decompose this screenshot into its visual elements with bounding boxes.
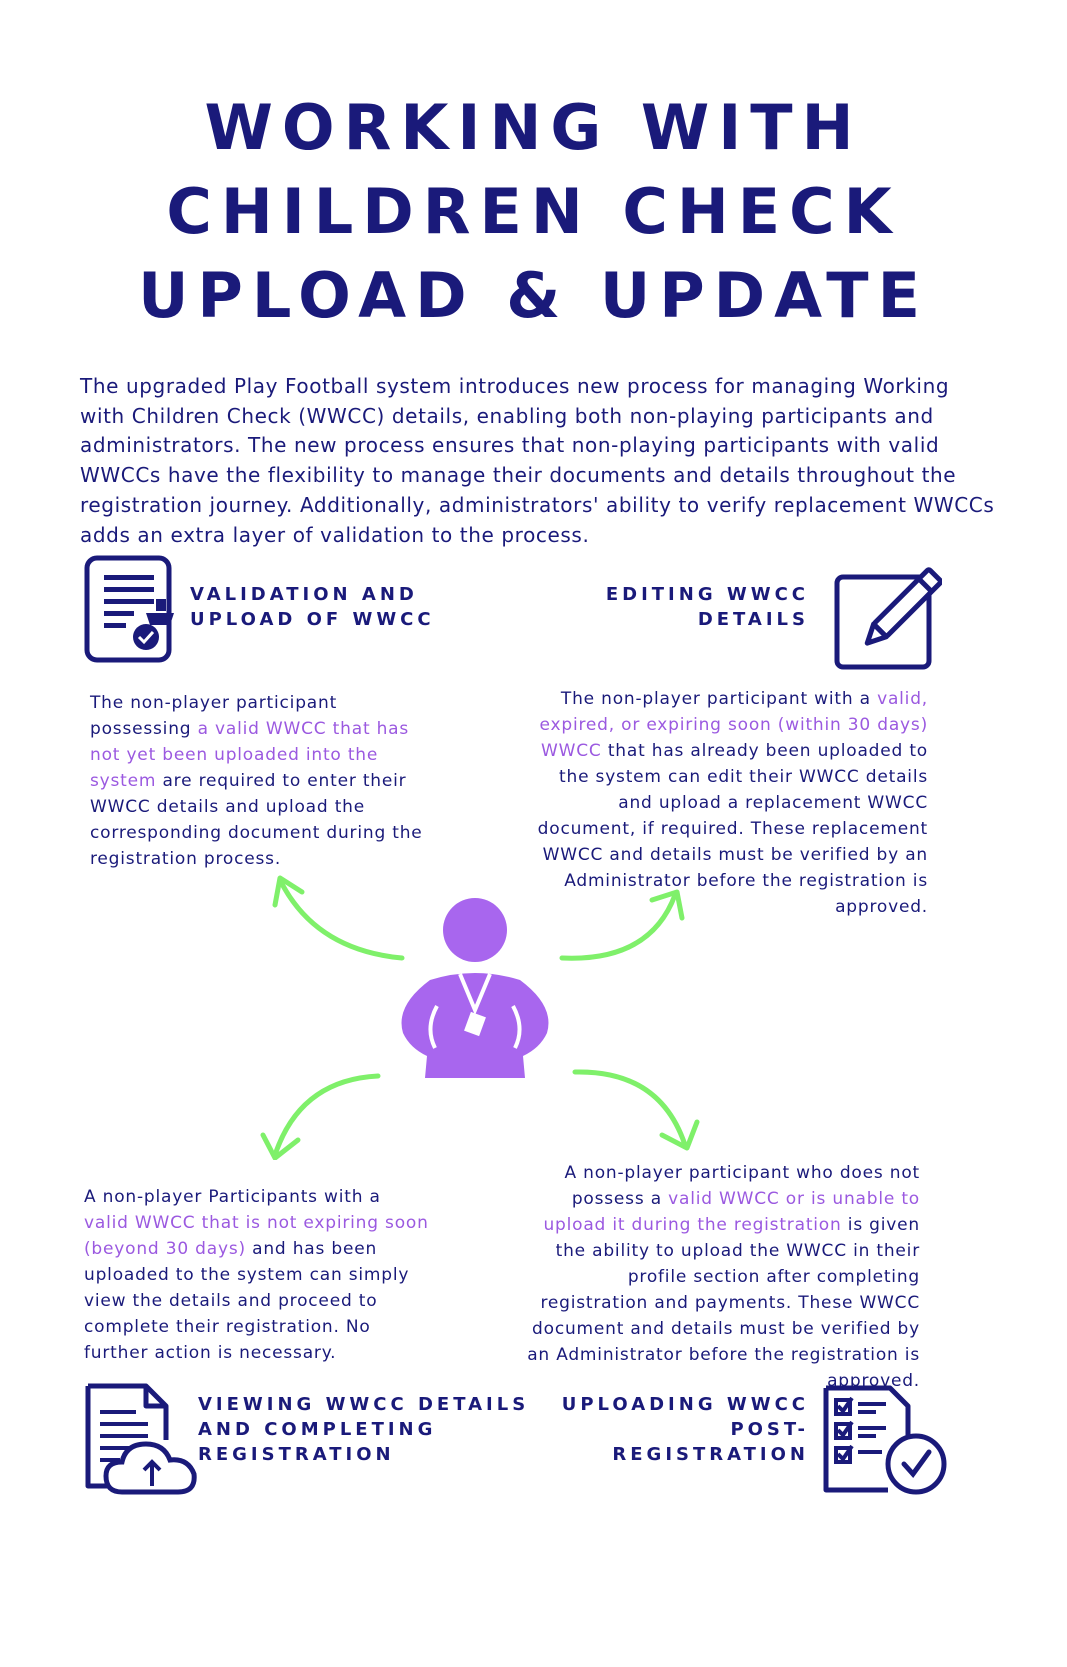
viewing-heading: VIEWING WWCC DETAILS AND COMPLETING REGISTRATION — [198, 1394, 530, 1465]
editing-text: The non-player participant with a valid, expired, or expiring soon (within 30 days) WWCC that has already been uploaded to the system can edit their WWCC details and upload a replacement WWCC document, if required. These replacement WWCC and details must be verified by an Administrator before the registration is approved. — [537, 689, 928, 917]
page-title — [0, 86, 1067, 338]
validation-text: The non-player participant possessing a valid WWCC that has not yet been uploaded into the system are required to enter their WWCC details and upload the corresponding document during the registration process. — [90, 693, 423, 869]
title-line-1: WORKING WITH — [204, 91, 863, 164]
connector-arrows — [0, 860, 1067, 1160]
title-line-2: CHILDREN CHECK — [166, 175, 901, 248]
intro-paragraph: The upgraded Play Football system introduces new process for managing Working with Children Check (WWCC) details, enabling both non-playing participants and administrators. The new process ensures that non-playing participants with valid WWCCs have the flexibility to manage their documents and details throughout the registration journey. Additionally, administrators' ability to verify replacement WWCCs adds an extra layer of validation to the process. — [80, 374, 995, 547]
uploading-text: A non-player participant who does not possess a valid WWCC or is unable to upload it during the registration is given the ability to upload the WWCC in their profile section after completing registration and payments. These WWCC document and details must be verified by an Administrator before the registration is approved. — [527, 1163, 920, 1391]
pencil-edit-icon — [830, 565, 942, 671]
document-cloud-upload-icon — [84, 1382, 206, 1500]
validation-heading: VALIDATION AND UPLOAD OF WWCC — [190, 584, 435, 630]
document-stamp-icon — [84, 555, 184, 665]
viewing-text: A non-player Participants with a valid WWCC that is not expiring soon (beyond 30 days) and has been uploaded to the system can simply view the details and proceed to complete their registration. No further action is necessary. — [84, 1187, 429, 1363]
editing-heading: EDITING WWCC DETAILS — [605, 584, 809, 630]
title-line-3: UPLOAD & UPDATE — [138, 259, 929, 332]
uploading-heading: UPLOADING WWCC POST- REGISTRATION — [561, 1394, 809, 1465]
arrow-top-right — [562, 895, 675, 958]
arrow-bottom-right — [575, 1072, 685, 1145]
checklist-icon — [822, 1384, 950, 1496]
